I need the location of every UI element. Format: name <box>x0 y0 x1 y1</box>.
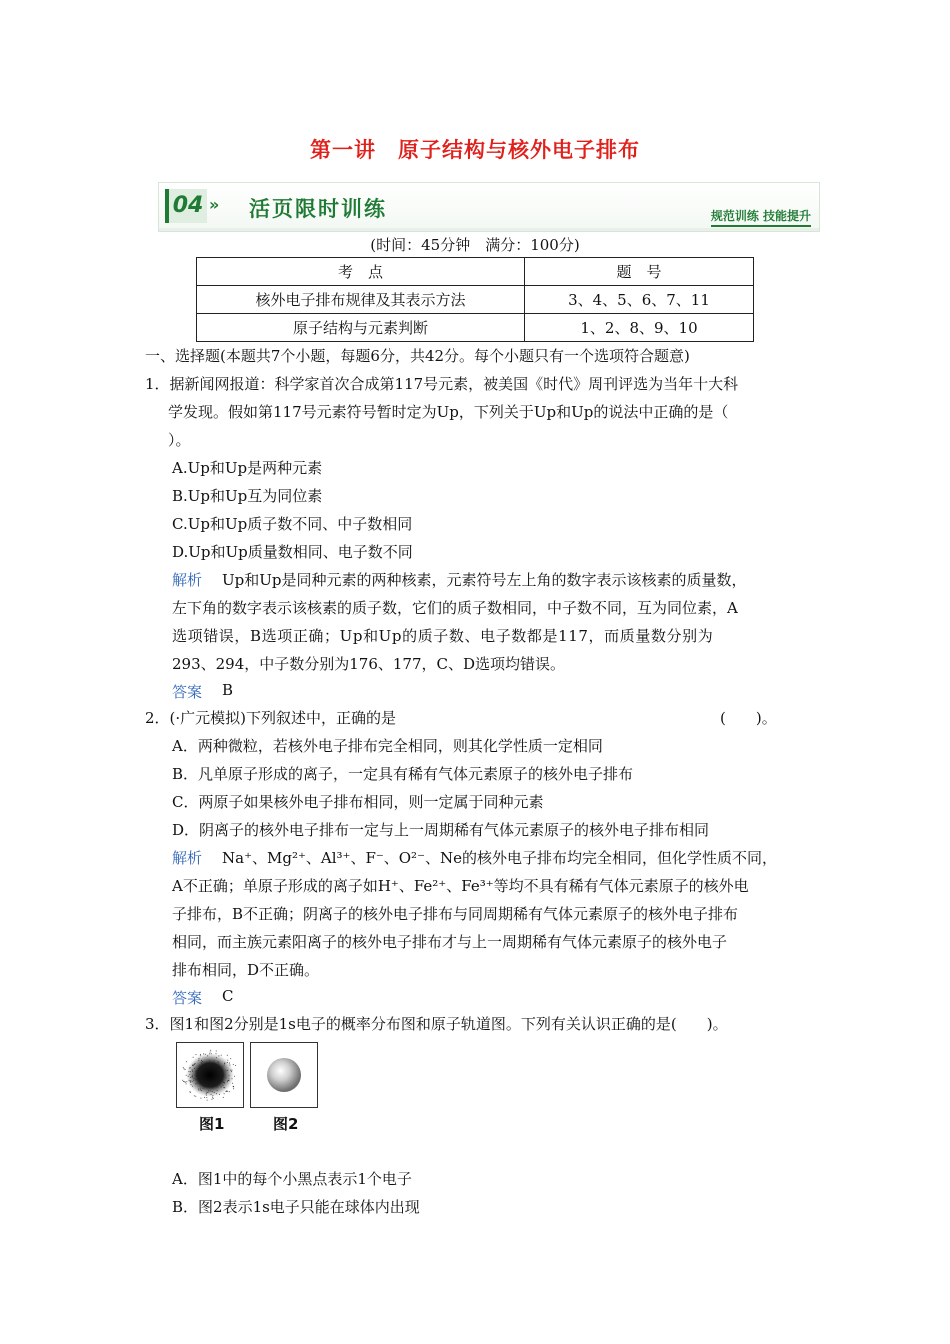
option-item: C．两原子如果核外电子排布相同，则一定属于同种元素 <box>172 793 544 811</box>
chevron-right-icon: » <box>209 195 220 214</box>
analysis-line: 293、294，中子数分别为176、177，C、D选项均错误。 <box>172 655 566 673</box>
banner-number: 04 <box>165 189 207 223</box>
option-item: B.Up和Up互为同位素 <box>172 487 323 505</box>
table-header-row <box>197 258 754 286</box>
answer-value: C <box>222 987 234 1005</box>
section-heading: 一、选择题(本题共7个小题，每题6分，共42分。每个小题只有一个选项符合题意) <box>145 347 690 365</box>
option-item: A.Up和Up是两种元素 <box>172 459 323 477</box>
section-banner <box>158 182 820 232</box>
electron-cloud-image <box>177 1043 243 1107</box>
analysis-line: 选项错误，B选项正确；Up和Up的质子数、电子数都是117，而质量数分别为 <box>172 627 714 645</box>
analysis-label: 解析 <box>172 849 203 867</box>
option-item: C.Up和Up质子数不同、中子数相同 <box>172 515 413 533</box>
answer-label: 答案 <box>172 989 203 1007</box>
question-stem: 3．图1和图2分别是1s电子的概率分布图和原子轨道图。下列有关认识正确的是( )。 <box>145 1015 728 1033</box>
banner-heading: 活页限时训练 <box>249 197 387 221</box>
answer-label: 答案 <box>172 683 203 701</box>
banner-divider <box>159 228 819 231</box>
figure-2-orbital-sphere <box>250 1042 318 1108</box>
page-title: 第一讲 原子结构与核外电子排布 <box>310 138 640 162</box>
table-row <box>197 314 754 342</box>
table-header-cell: 题 号 <box>525 258 754 286</box>
table-cell: 1、2、8、9、10 <box>525 314 754 342</box>
question-stem-line: ）。 <box>168 431 191 449</box>
option-item: D．阴离子的核外电子排布一定与上一周期稀有气体元素原子的核外电子排布相同 <box>172 821 710 839</box>
figure-1-electron-cloud <box>176 1042 244 1108</box>
table-row <box>197 286 754 314</box>
orbital-sphere-image <box>251 1043 317 1107</box>
table-cell: 核外电子排布规律及其表示方法 <box>197 286 525 314</box>
analysis-line: 左下角的数字表示该核素的质子数，它们的质子数相同，中子数不同，互为同位素，A <box>172 599 738 617</box>
question-stem-line: 1．据新闻网报道：科学家首次合成第117号元素，被美国《时代》周刊评选为当年十大科 <box>145 375 739 393</box>
question-stem: 2．(·广元模拟)下列叙述中，正确的是 <box>145 709 397 727</box>
option-item: D.Up和Up质量数相同、电子数不同 <box>172 543 413 561</box>
figure-2-label: 图2 <box>273 1115 299 1133</box>
option-item: A．图1中的每个小黑点表示1个电子 <box>172 1170 412 1188</box>
table-cell: 原子结构与元素判断 <box>197 314 525 342</box>
answer-value: B <box>222 681 234 699</box>
option-item: B．图2表示1s电子只能在球体内出现 <box>172 1198 420 1216</box>
option-item: B．凡单原子形成的离子，一定具有稀有气体元素原子的核外电子排布 <box>172 765 634 783</box>
analysis-line: A不正确；单原子形成的离子如H⁺、Fe²⁺、Fe³⁺等均不具有稀有气体元素原子的核外电 <box>172 877 749 895</box>
analysis-line: 相同，而主族元素阳离子的核外电子排布才与上一周期稀有气体元素原子的核外电子 <box>172 933 728 951</box>
analysis-label: 解析 <box>172 571 203 589</box>
banner-tag: 规范训练 技能提升 <box>711 207 811 227</box>
answer-blank: ( )。 <box>720 709 777 727</box>
analysis-line: Up和Up是同种元素的两种核素，元素符号左上角的数字表示该核素的质量数， <box>222 571 747 589</box>
analysis-line: Na⁺、Mg²⁺、Al³⁺、F⁻、O²⁻、Ne的核外电子排布均完全相同，但化学性质不同， <box>222 849 777 867</box>
table-cell: 3、4、5、6、7、11 <box>525 286 754 314</box>
time-info: (时间：45分钟 满分：100分) <box>370 236 580 254</box>
topic-table <box>196 257 754 342</box>
analysis-line: 子排布，B不正确；阴离子的核外电子排布与同周期稀有气体元素原子的核外电子排布 <box>172 905 739 923</box>
analysis-line: 排布相同，D不正确。 <box>172 961 320 979</box>
table-header-cell: 考 点 <box>197 258 525 286</box>
question-stem-line: 学发现。假如第117号元素符号暂时定为Up，下列关于Up和Up的说法中正确的是（ <box>168 403 729 421</box>
option-item: A．两种微粒，若核外电子排布完全相同，则其化学性质一定相同 <box>172 737 603 755</box>
figure-1-label: 图1 <box>199 1115 225 1133</box>
